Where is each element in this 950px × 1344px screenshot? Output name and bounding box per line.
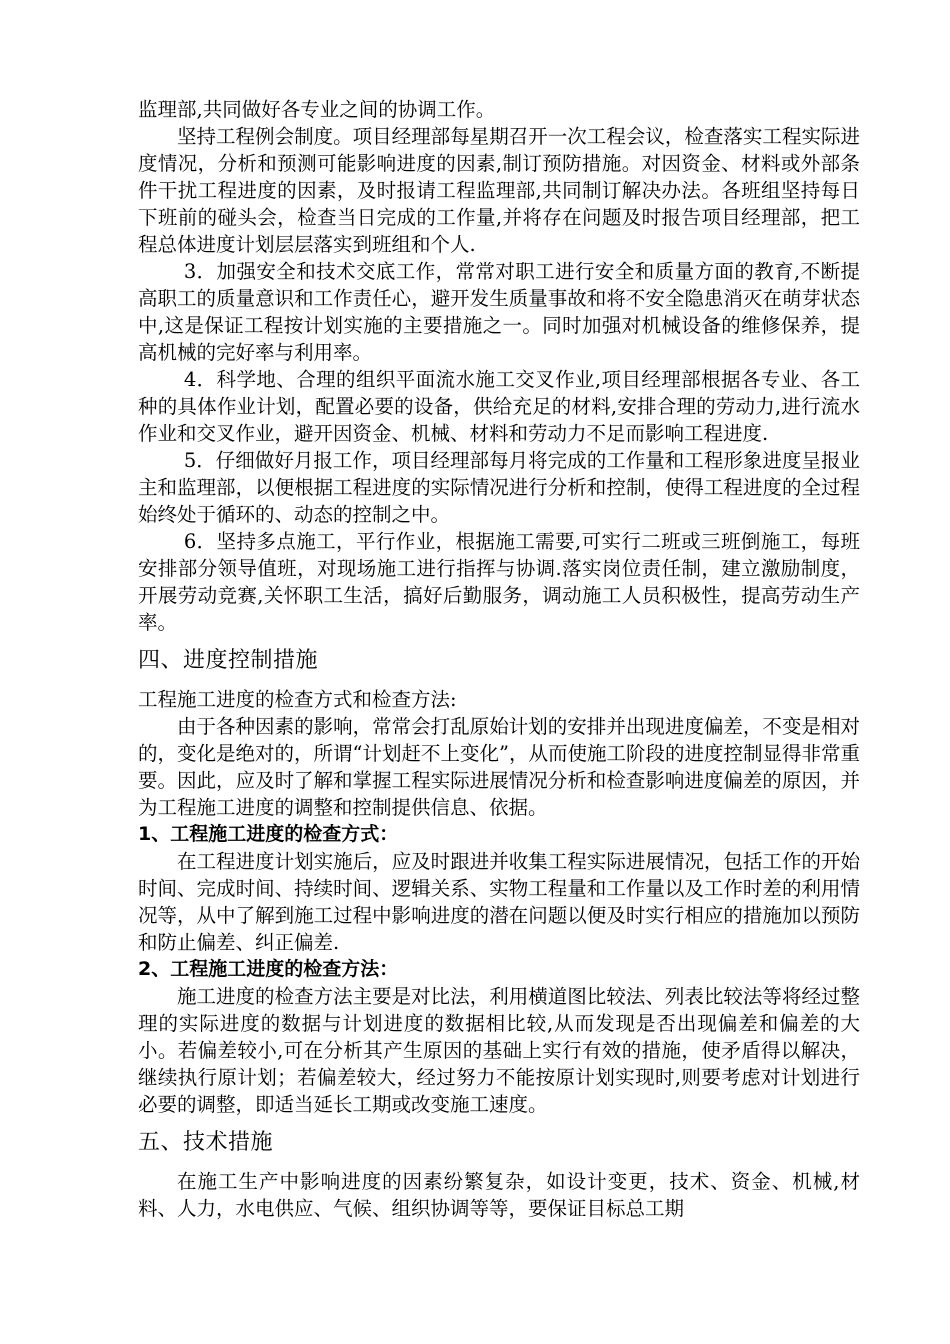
paragraph-technical-measures: 在施工生产中影响进度的因素纷繁复杂，如设计变更，技术、资金、机械,材料、人力，水电供应、气候、组织协调等等，要保证目标总工期 bbox=[138, 1170, 860, 1220]
subheading-inspection-method: 2、工程施工进度的检查方法： bbox=[138, 958, 399, 980]
paragraph-item-6: 6．坚持多点施工，平行作业，根据施工需要,可实行二班或三班倒施工，每班安排部分领导值班，对现场施工进行指挥与协调.落实岗位责任制，建立激励制度，开展劳动竞赛,关怀职工生活，搞好后勤服务，调动施工人员积极性，提高劳动生产率。 bbox=[138, 530, 860, 634]
paragraph-item-5: 5．仔细做好月报工作，项目经理部每月将完成的工作量和工程形象进度呈报业主和监理部，以便根据工程进度的实际情况进行分析和控制，使得工程进度的全过程始终处于循环的、动态的控制之中。 bbox=[138, 449, 860, 526]
section-4-lead: 工程施工进度的检查方式和检查方法: bbox=[138, 688, 457, 711]
paragraph-coordination: 监理部,共同做好各专业之间的协调工作。 bbox=[138, 98, 496, 121]
paragraph-progress-deviation: 由于各种因素的影响，常常会打乱原始计划的安排并出现进度偏差，不变是相对的，变化是绝对的，所谓“计划赶不上变化”，从而使施工阶段的进度控制显得非常重要。因此，应及时了解和掌握工程实际进展情况分析和检查影响进度偏差的原因，并为工程施工进度的调整和控制提供信息、依据。 bbox=[138, 715, 860, 819]
paragraph-item-3: 3．加强安全和技术交底工作，常常对职工进行安全和质量方面的教育,不断提高职工的质量意识和工作责任心，避开发生质量事故和将不安全隐患消灭在萌芽状态中,这是保证工程按计划实施的主要措施之一。同时加强对机械设备的维修保养，提高机械的完好率与利用率。 bbox=[138, 260, 860, 364]
document-page bbox=[138, 96, 860, 1222]
subheading-inspection-mode: 1、工程施工进度的检查方式： bbox=[138, 823, 399, 845]
paragraph-item-4: 4．科学地、合理的组织平面流水施工交叉作业,项目经理部根据各专业、各工种的具体作业计划，配置必要的设备，供给充足的材料,安排合理的劳动力,进行流水作业和交叉作业，避开因资金、机械、材料和劳动力不足而影响工程进度. bbox=[138, 368, 860, 445]
paragraph-inspection-method: 施工进度的检查方法主要是对比法，利用横道图比较法、列表比较法等将经过整理的实际进度的数据与计划进度的数据相比较,从而发现是否出现偏差和偏差的大小。若偏差较小,可在分析其产生原因的基础上实行有效的措施，使矛盾得以解决，继续执行原计划；若偏差较大，经过努力不能按原计划实现时,则要考虑对计划进行必要的调整，即适当延长工期或改变施工速度。 bbox=[138, 985, 860, 1116]
paragraph-meeting-system: 坚持工程例会制度。项目经理部每星期召开一次工程会议，检查落实工程实际进度情况，分析和预测可能影响进度的因素,制订预防措施。对因资金、材料或外部条件干扰工程进度的因素，及时报请工程监理部,共同制订解决办法。各班组坚持每日下班前的碰头会，检查当日完成的工作量,并将存在问题及时报告项目经理部，把工程总体进度计划层层落实到班组和个人. bbox=[138, 125, 860, 256]
heading-section-5: 五、技术措施 bbox=[138, 1130, 274, 1155]
paragraph-inspection-mode: 在工程进度计划实施后，应及时跟进并收集工程实际进展情况，包括工作的开始时间、完成时间、持续时间、逻辑关系、实物工程量和工作量以及工作时差的利用情况等，从中了解到施工过程中影响进度的潜在问题以便及时实行相应的措施加以预防和防止偏差、纠正偏差. bbox=[138, 850, 860, 954]
heading-section-4: 四、进度控制措施 bbox=[138, 648, 319, 673]
